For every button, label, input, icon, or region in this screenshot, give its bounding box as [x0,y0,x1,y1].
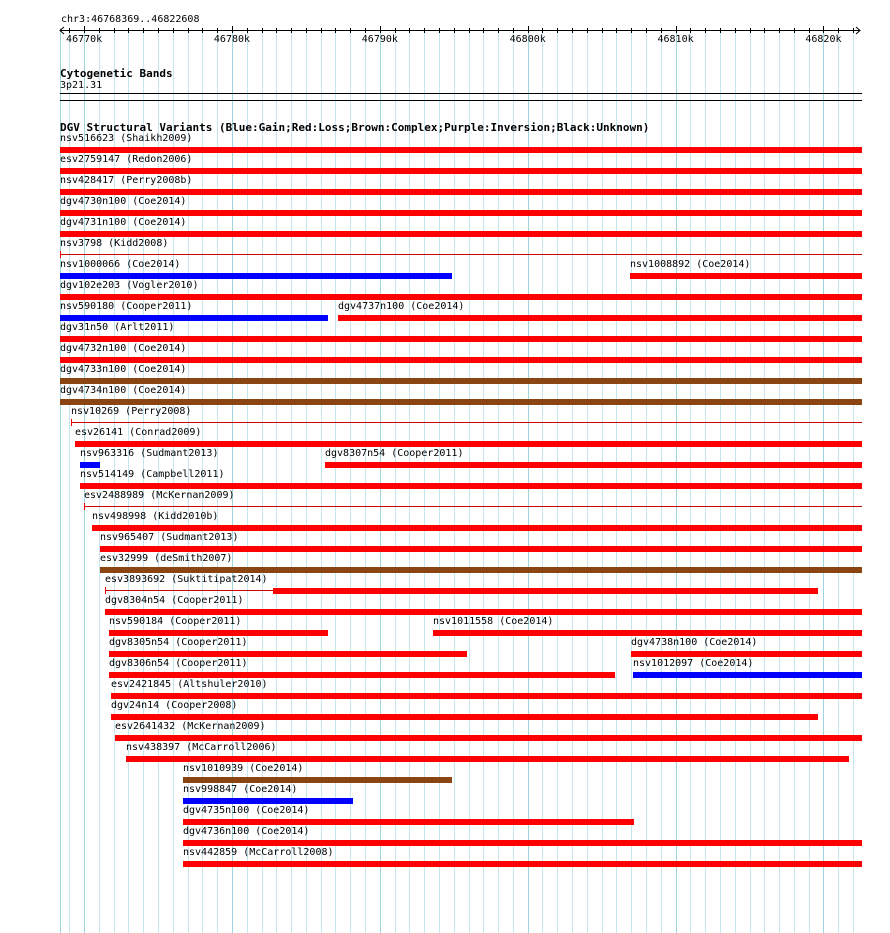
dgv-track-title: DGV Structural Variants (Blue:Gain;Red:Loss;Brown:Complex;Purple:Inversion;Black:Unknown) [60,121,650,134]
sv-bar-complex[interactable] [60,378,862,384]
ruler-tick-label: 46790k [361,34,398,45]
cytoband-name: 3p21.31 [60,80,103,91]
sv-label[interactable]: nsv10269 (Perry2008) [71,406,192,417]
sv-label[interactable]: dgv24n14 (Cooper2008) [111,700,238,711]
sv-label[interactable]: esv32999 (deSmith2007) [100,553,233,564]
sv-bar-gain[interactable] [60,273,452,279]
sv-label[interactable]: dgv4738n100 (Coe2014) [631,637,758,648]
sv-label[interactable]: dgv8306n54 (Cooper2011) [109,658,248,669]
sv-label[interactable]: nsv438397 (McCarroll2006) [126,742,277,753]
sv-label[interactable]: nsv428417 (Perry2008b) [60,175,193,186]
sv-bar-gain[interactable] [60,315,328,321]
sv-bar-loss[interactable] [338,315,862,321]
sv-bar-loss[interactable] [109,672,615,678]
sv-label[interactable]: dgv4730n100 (Coe2014) [60,196,187,207]
sv-label[interactable]: nsv1000066 (Coe2014) [60,259,181,270]
sv-label[interactable]: dgv4737n100 (Coe2014) [338,301,465,312]
sv-bar-loss[interactable] [60,254,862,255]
sv-bar-loss[interactable] [75,441,862,447]
sv-bar-loss[interactable] [183,840,862,846]
sv-bar-loss[interactable] [92,525,862,531]
sv-bar-loss[interactable] [109,651,467,657]
sv-label[interactable]: nsv498998 (Kidd2010b) [92,511,219,522]
sv-label[interactable]: nsv514149 (Campbell2011) [80,469,225,480]
sv-label[interactable]: dgv8307n54 (Cooper2011) [325,448,464,459]
sv-bar-loss[interactable] [60,189,862,195]
sv-label[interactable]: dgv4736n100 (Coe2014) [183,826,310,837]
sv-bar-complex[interactable] [100,567,862,573]
sv-bar-loss[interactable] [433,630,862,636]
sv-bar-complex[interactable] [183,777,452,783]
sv-bar-loss[interactable] [60,210,862,216]
sv-label[interactable]: esv26141 (Conrad2009) [75,427,202,438]
sv-label[interactable]: dgv4733n100 (Coe2014) [60,364,187,375]
sv-label[interactable]: nsv590180 (Cooper2011) [60,301,193,312]
sv-label[interactable]: nsv3798 (Kidd2008) [60,238,169,249]
sv-bar-loss[interactable] [60,336,862,342]
sv-bar-loss[interactable] [60,294,862,300]
sv-label[interactable]: dgv4732n100 (Coe2014) [60,343,187,354]
sv-label[interactable]: nsv442859 (McCarroll2008) [183,847,334,858]
coordinate-label: chr3:46768369..46822608 [61,14,200,25]
sv-label[interactable]: dgv4731n100 (Coe2014) [60,217,187,228]
sv-bar-loss[interactable] [111,693,862,699]
sv-bar-loss[interactable] [105,609,862,615]
sv-label[interactable]: nsv963316 (Sudmant2013) [80,448,219,459]
sv-label[interactable]: dgv8305n54 (Cooper2011) [109,637,248,648]
sv-bar-loss[interactable] [84,506,862,507]
sv-label[interactable]: nsv1010939 (Coe2014) [183,763,304,774]
sv-bar-loss[interactable] [105,590,273,591]
sv-label[interactable]: nsv998847 (Coe2014) [183,784,298,795]
sv-bar-loss[interactable] [60,168,862,174]
sv-bar-complex[interactable] [60,399,862,405]
sv-label[interactable]: dgv8304n54 (Cooper2011) [105,595,244,606]
sv-bar-loss[interactable] [183,819,634,825]
sv-label[interactable]: nsv590184 (Cooper2011) [109,616,242,627]
sv-bar-loss[interactable] [80,483,862,489]
sv-bar-loss[interactable] [183,861,862,867]
sv-bar-loss[interactable] [109,630,328,636]
sv-bar-loss[interactable] [325,462,862,468]
sv-label[interactable]: esv2641432 (McKernan2009) [115,721,266,732]
ruler-tick-label: 46810k [657,34,694,45]
sv-bar-loss[interactable] [273,588,818,594]
sv-label[interactable]: esv2421845 (Altshuler2010) [111,679,268,690]
sv-label[interactable]: dgv31n50 (Arlt2011) [60,322,175,333]
sv-bar-loss[interactable] [60,231,862,237]
sv-bar-loss[interactable] [100,546,862,552]
sv-label[interactable]: dgv102e203 (Vogler2010) [60,280,199,291]
sv-label[interactable]: dgv4735n100 (Coe2014) [183,805,310,816]
sv-label[interactable]: esv2759147 (Redon2006) [60,154,193,165]
ruler-tick-label: 46770k [66,34,103,45]
sv-bar-loss[interactable] [60,147,862,153]
sv-label[interactable]: nsv1012097 (Coe2014) [633,658,754,669]
sv-label[interactable]: nsv1011558 (Coe2014) [433,616,554,627]
sv-bar-loss[interactable] [631,651,862,657]
sv-bar-gain[interactable] [183,798,353,804]
sv-bar-loss[interactable] [111,714,818,720]
sv-label[interactable]: nsv1008892 (Coe2014) [630,259,751,270]
sv-label[interactable]: esv2488989 (McKernan2009) [84,490,235,501]
sv-bar-loss[interactable] [115,735,862,741]
ruler-tick-label: 46820k [805,34,842,45]
sv-bar-loss[interactable] [71,422,862,423]
sv-label[interactable]: dgv4734n100 (Coe2014) [60,385,187,396]
sv-bar-gain[interactable] [633,672,862,678]
cytoband-track-title: Cytogenetic Bands [60,67,173,80]
sv-label[interactable]: esv3893692 (Suktitipat2014) [105,574,268,585]
sv-bar-loss[interactable] [60,357,862,363]
ruler-tick-label: 46780k [213,34,251,45]
sv-label[interactable]: nsv516623 (Shaikh2009) [60,133,193,144]
sv-bar-loss[interactable] [126,756,849,762]
ruler-tick-label: 46800k [509,34,546,45]
sv-bar-loss[interactable] [630,273,862,279]
sv-bar-gain[interactable] [80,462,100,468]
sv-label[interactable]: nsv965407 (Sudmant2013) [100,532,239,543]
